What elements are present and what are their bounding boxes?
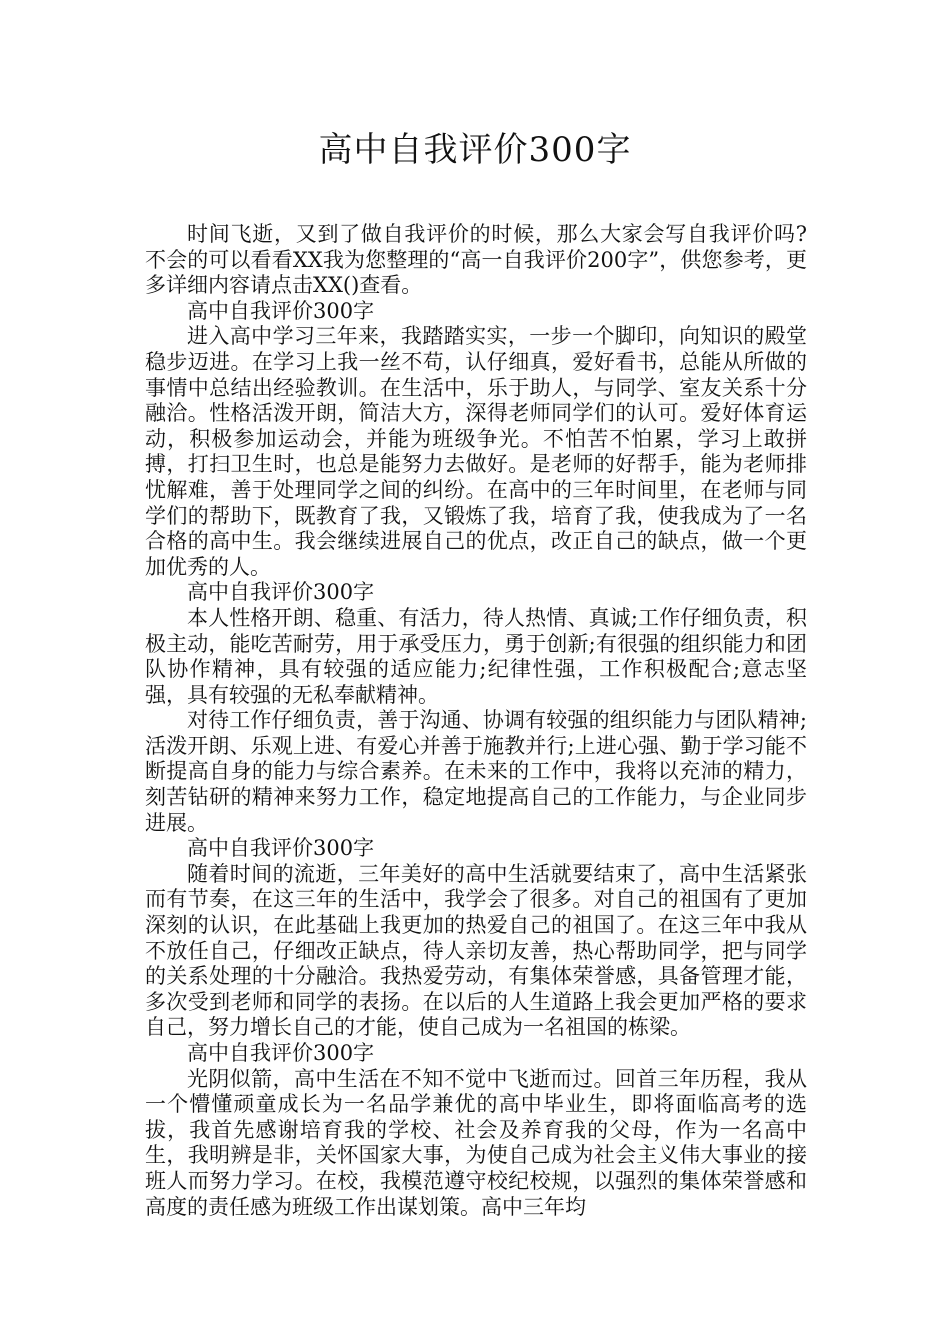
paragraph: 光阴似箭，高中生活在不知不觉中飞逝而过。回首三年历程，我从一个懵懂顽童成长为一名品学兼优的高中毕业生，即将面临高考的选拔，我首先感谢培育我的学校、社会及养育我的父母，作为一名高中生，我明辨是非，关怀国家大事，为使自己成为社会主义伟大事业的接班人而努力学习。在校，我模范遵守校纪校规，以强烈的集体荣誉感和高度的责任感为班级工作出谋划策。高中三年均 <box>145 1066 807 1219</box>
paragraph: 对待工作仔细负责，善于沟通、协调有较强的组织能力与团队精神;活泼开朗、乐观上进、有爱心并善于施教并行;上进心强、勤于学习能不断提高自身的能力与综合素养。在未来的工作中，我将以充沛的精力，刻苦钻研的精神来努力工作，稳定地提高自己的工作能力，与企业同步进展。 <box>145 708 807 835</box>
paragraph: 本人性格开朗、稳重、有活力，待人热情、真诚;工作仔细负责，积极主动，能吃苦耐劳，用于承受压力，勇于创新;有很强的组织能力和团队协作精神，具有较强的适应能力;纪律性强，工作积极配合;意志坚强，具有较强的无私奉献精神。 <box>145 605 807 707</box>
section-heading: 高中自我评价300字 <box>187 836 375 861</box>
section-heading: 高中自我评价300字 <box>187 1041 375 1065</box>
document-title: 高中自我评价300字 <box>318 130 632 170</box>
paragraph: 随着时间的流逝，三年美好的高中生活就要结束了，高中生活紧张而有节奏，在这三年的生活中，我学会了很多。对自己的祖国有了更加深刻的认识，在此基础上我更加的热爱自己的祖国了。在这三年中我从不放任自己，仔细改正缺点，待人亲切友善，热心帮助同学，把与同学的关系处理的十分融洽。我热爱劳动，有集体荣誉感，具备管理才能，多次受到老师和同学的表扬。在以后的人生道路上我会更加严格的要求自己，努力增长自己的才能，使自己成为一名祖国的栋梁。 <box>145 861 807 1040</box>
paragraph: 进入高中学习三年来，我踏踏实实，一步一个脚印，向知识的殿堂稳步迈进。在学习上我一丝不苟，认仔细真，爱好看书，总能从所做的事情中总结出经验教训。在生活中，乐于助人，与同学、室友关系十分融洽。性格活泼开朗，简洁大方，深得老师同学们的认可。爱好体育运动，积极参加运动会，并能为班级争光。不怕苦不怕累，学习上敢拼搏，打扫卫生时，也总是能努力去做好。是老师的好帮手，能为老师排忧解难，善于处理同学之间的纠纷。在高中的三年时间里，在老师与同学们的帮助下，既教育了我，又锻炼了我，培育了我，使我成为了一名合格的高中生。我会继续进展自己的优点，改正自己的缺点，做一个更加优秀的人。 <box>145 324 807 579</box>
section-heading: 高中自我评价300字 <box>187 580 375 605</box>
document-body <box>145 222 807 1220</box>
paragraph: 时间飞逝，又到了做自我评价的时候，那么大家会写自我评价吗?不会的可以看看XX我为您整理的“高一自我评价200字”，供您参考，更多详细内容请点击XX()查看。 <box>145 222 807 298</box>
section-heading: 高中自我评价300字 <box>187 298 375 323</box>
